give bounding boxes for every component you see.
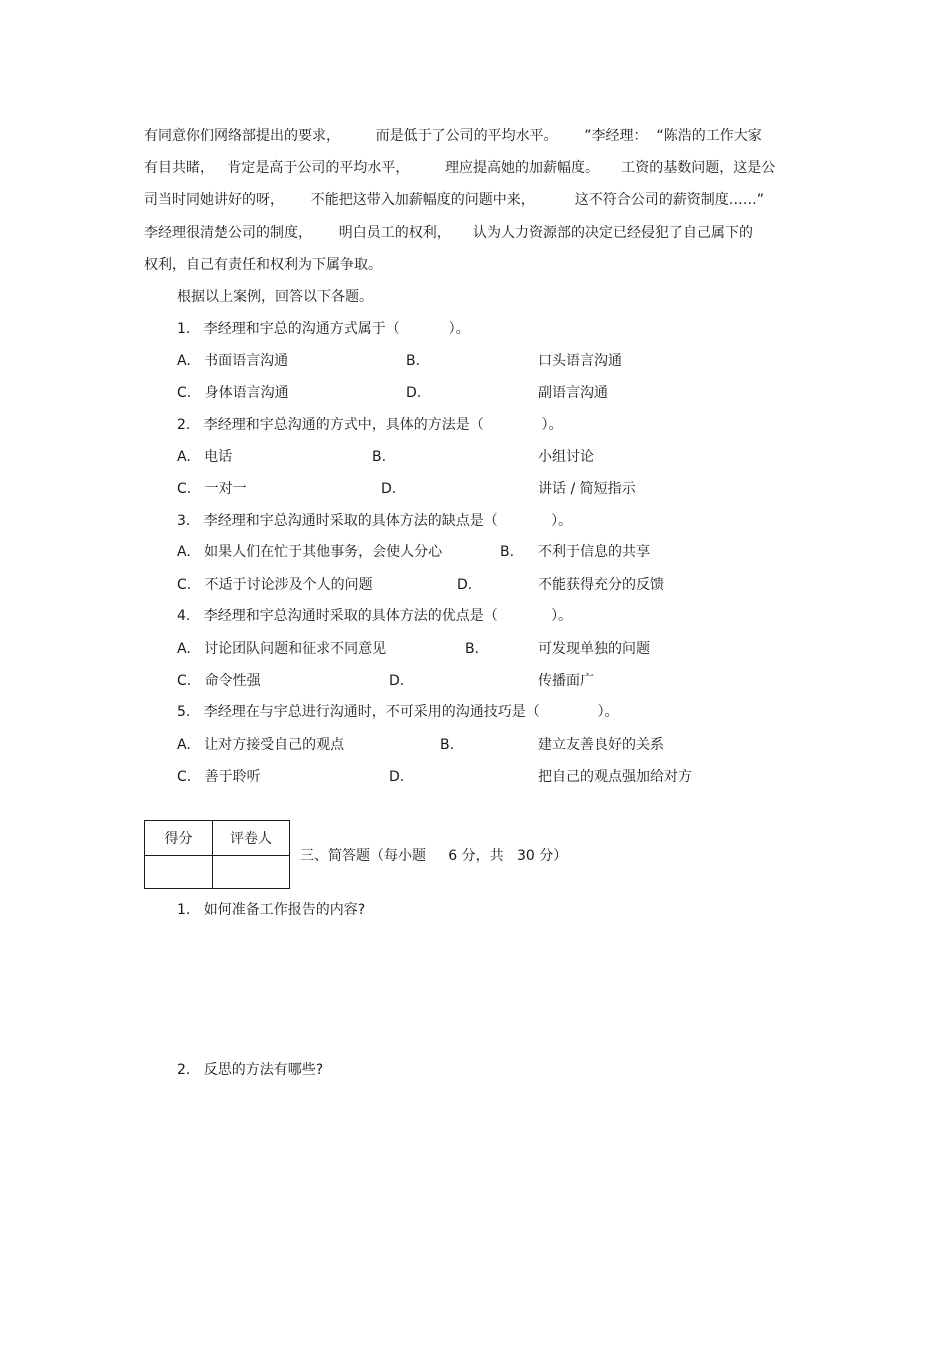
passage-line: 权利，自己有责任和权利为下属争取。 (144, 257, 382, 273)
option-d-marker: D. (381, 481, 397, 497)
passage-line: 司当时同她讲好的呀， 不能把这带入加薪幅度的问题中来， 这不符合公司的薪资制度……” (144, 192, 765, 208)
grader-cell (213, 856, 290, 889)
option-d-marker: D. (457, 577, 473, 593)
passage-line: 有目共睹， 肯定是高于公司的平均水平， 理应提高她的加薪幅度。 工资的基数问题，这是公 (144, 160, 776, 176)
question-stem: 2. 李经理和宇总沟通的方式中，具体的方法是（ ）。 (177, 417, 563, 433)
option-c: C. 善于聆听 (177, 769, 261, 785)
option-a: A. 书面语言沟通 (177, 353, 289, 369)
short-answer-question: 1. 如何准备工作报告的内容? (177, 902, 366, 918)
grader-label: 评卷人 (213, 821, 290, 856)
option-a: A. 如果人们在忙于其他事务，会使人分心 (177, 544, 443, 560)
option-b-marker: B. (465, 641, 480, 657)
option-b-marker: B. (406, 353, 421, 369)
option-a: A. 讨论团队问题和征求不同意见 (177, 641, 387, 657)
question-stem: 4. 李经理和宇总沟通时采取的具体方法的优点是（ ）。 (177, 608, 573, 624)
question-stem: 5. 李经理在与宇总进行沟通时，不可采用的沟通技巧是（ ）。 (177, 704, 619, 720)
option-c: C. 一对一 (177, 481, 247, 497)
option-b-marker: B. (500, 544, 515, 560)
option-a: A. 让对方接受自己的观点 (177, 737, 345, 753)
instruction: 根据以上案例，回答以下各题。 (177, 289, 373, 305)
option-a: A. 电话 (177, 449, 233, 465)
option-b: 小组讨论 (538, 449, 594, 465)
option-d: 传播面广 (538, 673, 594, 689)
option-d: 副语言沟通 (538, 385, 608, 401)
score-label: 得分 (145, 821, 213, 856)
option-b: 不利于信息的共享 (538, 544, 650, 560)
option-c: C. 身体语言沟通 (177, 385, 289, 401)
option-c: C. 命令性强 (177, 673, 261, 689)
option-d-marker: D. (389, 673, 405, 689)
option-b: 可发现单独的问题 (538, 641, 650, 657)
question-stem: 1. 李经理和宇总的沟通方式属于（ ）。 (177, 321, 470, 337)
short-answer-question: 2. 反思的方法有哪些? (177, 1062, 324, 1078)
score-table (144, 820, 290, 889)
option-d: 讲话 / 简短指示 (538, 481, 636, 497)
section-title: 三、简答题（每小题 6 分，共 30 分） (300, 848, 568, 864)
passage-line: 有同意你们网络部提出的要求， 而是低于了公司的平均水平。 ”李经理： “陈浩的工作大家 (144, 128, 762, 144)
option-b: 口头语言沟通 (538, 353, 622, 369)
option-d: 不能获得充分的反馈 (538, 577, 664, 593)
option-d: 把自己的观点强加给对方 (538, 769, 692, 785)
question-stem: 3. 李经理和宇总沟通时采取的具体方法的缺点是（ ）。 (177, 513, 573, 529)
passage-line: 李经理很清楚公司的制度， 明白员工的权利， 认为人力资源部的决定已经侵犯了自己属下的 (144, 225, 753, 241)
option-b-marker: B. (372, 449, 387, 465)
option-b-marker: B. (440, 737, 455, 753)
option-d-marker: D. (389, 769, 405, 785)
score-cell (145, 856, 213, 889)
option-b: 建立友善良好的关系 (538, 737, 664, 753)
option-c: C. 不适于讨论涉及个人的问题 (177, 577, 373, 593)
option-d-marker: D. (406, 385, 422, 401)
